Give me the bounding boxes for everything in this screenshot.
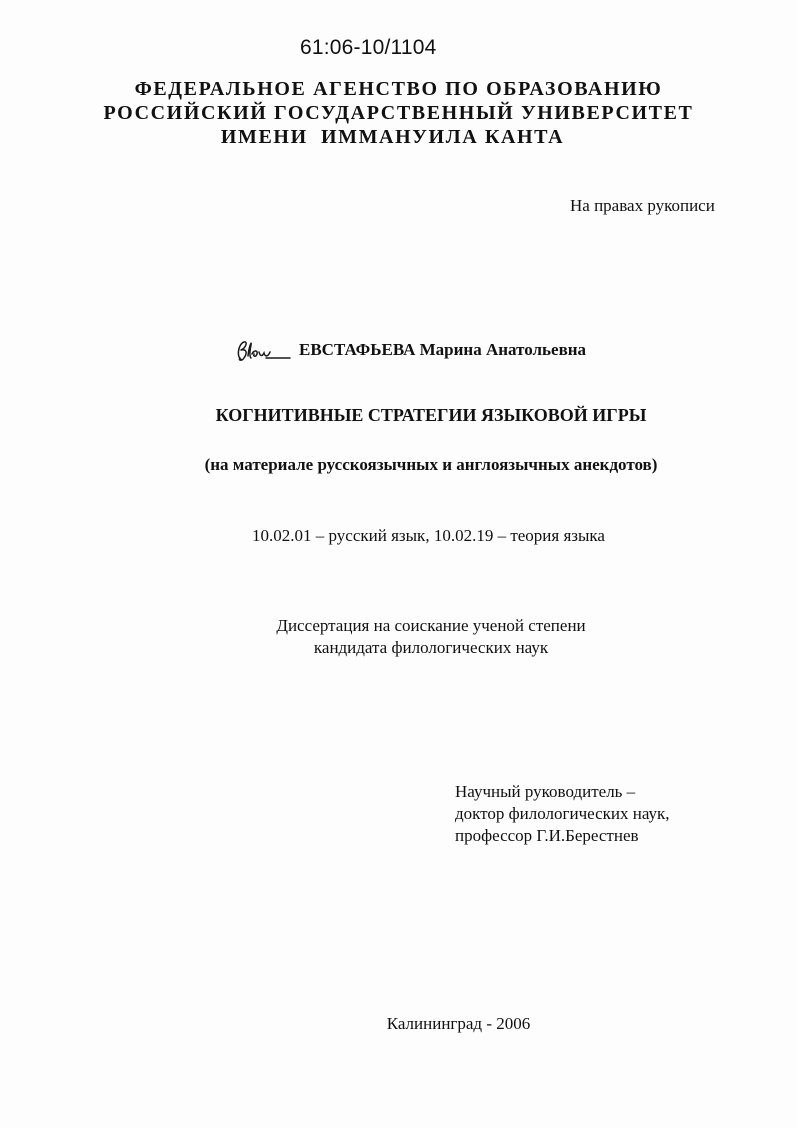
specialty-codes: 10.02.01 – русский язык, 10.02.19 – теория языка [252,526,605,545]
supervisor-line-3: профессор Г.И.Берестнев [455,826,639,845]
supervisor-line-2: доктор филологических наук, [455,804,670,823]
catalog-number: 61:06-10/1104 [300,36,437,59]
organization-line-3: ИМЕНИ ИММАНУИЛА КАНТА [220,126,565,148]
manuscript-rights: На правах рукописи [570,196,715,215]
degree-line-1: Диссертация на соискание ученой степени [276,616,586,635]
dissertation-title: КОГНИТИВНЫЕ СТРАТЕГИИ ЯЗЫКОВОЙ ИГРЫ [215,405,647,425]
organization-line-2: РОССИЙСКИЙ ГОСУДАРСТВЕННЫЙ УНИВЕРСИТЕТ [103,102,694,124]
organization-line-1: ФЕДЕРАЛЬНОЕ АГЕНСТВО ПО ОБРАЗОВАНИЮ [134,78,663,100]
dissertation-subtitle: (на материале русскоязычных и англоязычных анекдотов) [204,455,658,474]
author-name: ЕВСТАФЬЕВА Марина Анатольевна [299,340,587,359]
author-signature [232,336,294,366]
place-and-year: Калининград - 2006 [386,1014,531,1033]
supervisor-line-1: Научный руководитель – [455,782,636,801]
degree-line-2: кандидата филологических наук [313,638,549,657]
